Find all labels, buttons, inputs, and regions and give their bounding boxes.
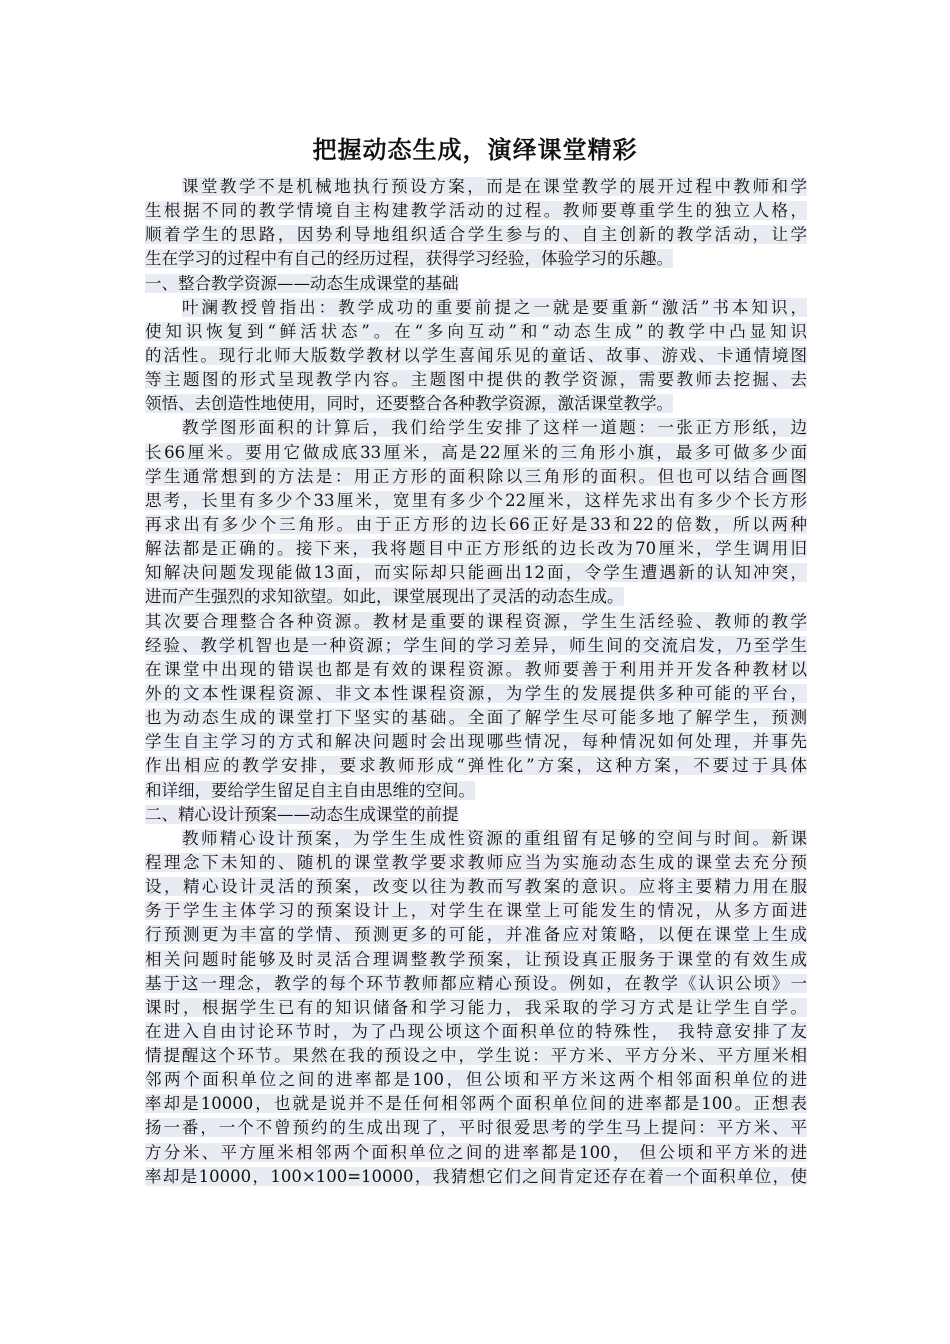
text-line-content: 率却是10000，也就是说并不是任何相邻两个面积单位间的进率都是100。正想表 [145, 1094, 807, 1114]
text-line [145, 416, 807, 440]
text-line-content: 在课堂中出现的错误也都是有效的课程资源。教师要善于利用并开发各种教材以 [145, 659, 807, 679]
text-line-content: 经验、教学机智也是一种资源；学生间的学习差异，师生间的交流启发，乃至学生 [145, 635, 807, 655]
text-line-content: 思考，长里有多少个33厘米，宽里有多少个22厘米，这样先求出有多少个长方形 [145, 490, 807, 510]
text-line [145, 972, 807, 996]
text-line [145, 199, 807, 223]
text-line [145, 537, 807, 561]
text-line-content: 生在学习的过程中有自己的经历过程，获得学习经验，体验学习的乐趣。 [145, 249, 673, 269]
text-line [145, 1165, 807, 1189]
text-line [145, 1141, 807, 1165]
text-line [145, 175, 807, 199]
text-line-content: 教师精心设计预案，为学生生成性资源的重组留有足够的空间与时间。新课 [182, 828, 807, 848]
text-line [145, 272, 807, 296]
text-line [145, 1116, 807, 1140]
text-line-content: 课时，根据学生已有的知识储备和学习能力，我采取的学习方式是让学生自学。 [145, 997, 807, 1017]
text-line [145, 465, 807, 489]
text-line-content: 邻两个面积单位之间的进率都是100，但公顷和平方米这两个相邻面积单位的进 [145, 1070, 807, 1090]
text-line [145, 1020, 807, 1044]
text-line-content: 务于学生主体学习的预案设计上，对学生在课堂上可能发生的情况，从多方面进 [145, 901, 807, 921]
text-line-content: 二、精心设计预案——动态生成课堂的前提 [145, 804, 459, 824]
text-line-content: 程理念下未知的、随机的课堂教学要求教师应当为实施动态生成的课堂去充分预 [145, 852, 807, 872]
text-line-content: 顺着学生的思路，因势利导地组织适合学生参与的、自主创新的教学活动，让学 [145, 225, 807, 245]
text-line-content: 情提醒这个环节。果然在我的预设之中，学生说：平方米、平方分米、平方厘米相 [145, 1046, 807, 1066]
text-line-content: 一、整合教学资源——动态生成课堂的基础 [145, 273, 459, 293]
text-line-content: 相关问题时能够及时灵活合理调整教学预案，让预设真正服务于课堂的有效生成 [145, 949, 807, 969]
text-line [145, 827, 807, 851]
text-line-content: 外的文本性课程资源、非文本性课程资源，为学生的发展提供多种可能的平台， [145, 683, 807, 703]
text-line-content: 作出相应的教学安排，要求教师形成“弹性化”方案，这种方案，不要过于具体 [145, 756, 807, 776]
text-line-content: 再求出有多少个三角形。由于正方形的边长66正好是33和22的倍数，所以两种 [145, 514, 807, 534]
text-line [145, 658, 807, 682]
text-line [145, 803, 807, 827]
text-line-content: 教学图形面积的计算后，我们给学生安排了这样一道题：一张正方形纸，边 [182, 418, 807, 438]
text-line [145, 634, 807, 658]
text-line [145, 247, 807, 271]
text-line [145, 561, 807, 585]
text-line [145, 1068, 807, 1092]
text-line [145, 730, 807, 754]
text-line [145, 489, 807, 513]
text-line-content: 基于这一理念，教学的每个环节教师都应精心预设。例如，在教学《认识公顷》一 [145, 973, 807, 993]
text-line [145, 368, 807, 392]
text-line-content: 方分米、平方厘米相邻两个面积单位之间的进率都是100， 但公顷和平方米的进 [145, 1142, 807, 1162]
text-line-content: 的活性。现行北师大版数学教材以学生喜闻乐见的童话、故事、游戏、卡通情境图 [145, 345, 807, 365]
text-line [145, 320, 807, 344]
text-line [145, 875, 807, 899]
text-line [145, 344, 807, 368]
text-line [145, 923, 807, 947]
text-line [145, 610, 807, 634]
text-line-content: 率却是10000，100×100=10000，我猜想它们之间肯定还存在着一个面积单位，使 [145, 1166, 807, 1186]
text-line-content: 叶澜教授曾指出：教学成功的重要前提之一就是要重新“激活”书本知识， [182, 297, 807, 317]
document-body [145, 175, 807, 1189]
text-line-content: 也为动态生成的课堂打下坚实的基础。全面了解学生尽可能多地了解学生，预测 [145, 708, 807, 728]
text-line [145, 996, 807, 1020]
text-line [145, 682, 807, 706]
text-line-content: 学生自主学习的方式和解决问题时会出现哪些情况，每种情况如何处理，并事先 [145, 732, 807, 752]
text-line [145, 706, 807, 730]
text-line-content: 行预测更为丰富的学情、预测更多的可能，并准备应对策略，以便在课堂上生成 [145, 925, 807, 945]
text-line [145, 779, 807, 803]
text-line-content: 长66厘米。要用它做成底33厘米，高是22厘米的三角形小旗，最多可做多少面 [145, 442, 807, 462]
text-line [145, 1092, 807, 1116]
text-line [145, 754, 807, 778]
text-line-content: 使知识恢复到“鲜活状态”。在“多向互动”和“动态生成”的教学中凸显知识 [145, 321, 807, 341]
text-line [145, 948, 807, 972]
text-line-content: 进而产生强烈的求知欲望。如此，课堂展现出了灵活的动态生成。 [145, 587, 624, 607]
text-line-content: 生根据不同的教学情境自主构建教学活动的过程。教师要尊重学生的独立人格， [145, 201, 807, 221]
text-line-content: 解法都是正确的。接下来，我将题目中正方形纸的边长改为70厘米，学生调用旧 [145, 539, 807, 559]
text-line [145, 851, 807, 875]
text-line [145, 899, 807, 923]
text-line [145, 223, 807, 247]
text-line-content: 课堂教学不是机械地执行预设方案，而是在课堂教学的展开过程中教师和学 [182, 177, 807, 196]
text-line-content: 等主题图的形式呈现教学内容。主题图中提供的教学资源，需要教师去挖掘、去 [145, 370, 807, 390]
text-line-content: 和详细，要给学生留足自主自由思维的空间。 [145, 780, 475, 800]
text-line [145, 441, 807, 465]
text-line-content: 其次要合理整合各种资源。教材是重要的课程资源，学生生活经验、教师的教学 [145, 611, 807, 631]
document-title: 把握动态生成，演绎课堂精彩 [312, 135, 638, 164]
text-line [145, 392, 807, 416]
text-line [145, 585, 807, 609]
text-line-content: 扬一番，一个不曾预约的生成出现了，平时很爱思考的学生马上提问：平方米、平 [145, 1118, 807, 1138]
text-line [145, 1044, 807, 1068]
text-line-content: 领悟、去创造性地使用，同时，还要整合各种教学资源，激活课堂教学。 [145, 394, 673, 414]
text-line [145, 296, 807, 320]
text-line-content: 学生通常想到的方法是：用正方形的面积除以三角形的面积。但也可以结合画图 [145, 466, 807, 486]
text-line-content: 知解决问题发现能做13面，而实际却只能画出12面，令学生遭遇新的认知冲突， [145, 563, 807, 583]
text-line [145, 513, 807, 537]
text-line-content: 设，精心设计灵活的预案，改变以往为教而写教案的意识。应将主要精力用在服 [145, 877, 807, 897]
text-line-content: 在进入自由讨论环节时，为了凸现公顷这个面积单位的特殊性， 我特意安排了友 [145, 1021, 807, 1041]
